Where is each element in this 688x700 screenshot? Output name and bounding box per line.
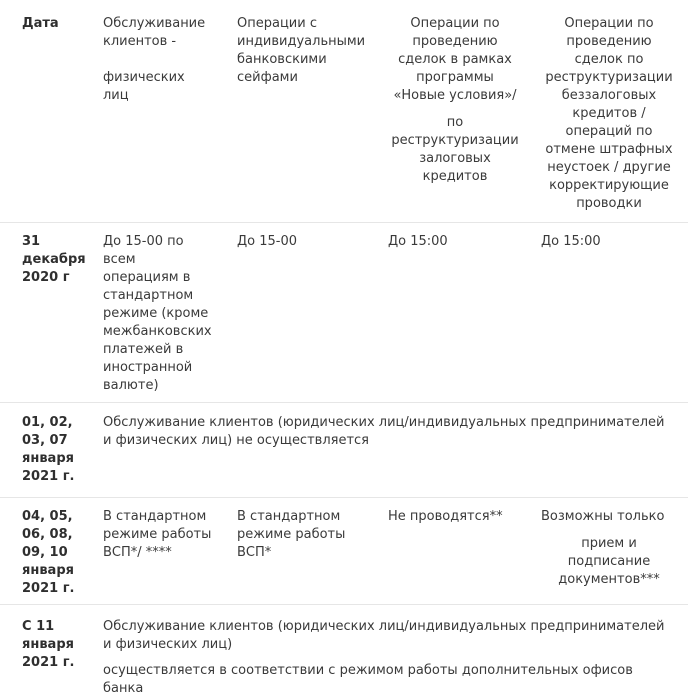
header-secured-restructuring: по реструктуризации залоговых кредитов xyxy=(391,115,519,184)
row4-merged-note-b: осуществляется в соответствии с режимом работы дополнительных офисов банка xyxy=(103,663,633,696)
header-individuals-service: Обслуживание клиентов - физических лиц xyxy=(103,16,206,103)
row3-safes: В стандартном режиме работы ВСП* xyxy=(237,509,346,560)
header-new-conditions-program: Операции по проведению сделок в рамках программы «Новые условия»/ xyxy=(393,16,517,103)
row-divider xyxy=(0,497,688,498)
row1-safes: До 15-00 xyxy=(237,234,298,249)
row3-unsecured-b: прием и подписание документов*** xyxy=(558,536,660,587)
row-divider xyxy=(0,222,688,223)
row3-new-conditions: Не проводятся** xyxy=(388,509,503,524)
header-safe-deposit-operations: Операции с индивидуальными банковскими сейфами xyxy=(237,16,366,85)
row1-new-conditions: До 15:00 xyxy=(388,234,448,249)
row-divider xyxy=(0,604,688,605)
row-date-jan-holidays: 01, 02, 03, 07 января 2021 г. xyxy=(22,415,75,484)
row3-individuals: В стандартном режиме работы ВСП*/ **** xyxy=(103,509,212,560)
row1-unsecured: До 15:00 xyxy=(541,234,601,249)
row-date-from-jan11: С 11 января 2021 г. xyxy=(22,619,75,670)
row3-unsecured-a: Возможны только xyxy=(541,509,665,524)
row4-merged-note-a: Обслуживание клиентов (юридических лиц/индивидуальных предпринимателей и физических лиц) xyxy=(103,619,665,652)
row-date-jan-working: 04, 05, 06, 08, 09, 10 января 2021 г. xyxy=(22,509,75,596)
row2-merged-note: Обслуживание клиентов (юридических лиц/индивидуальных предпринимателей и физических лиц) не осуществляется xyxy=(103,415,665,448)
row-divider xyxy=(0,402,688,403)
row1-individuals: До 15-00 по всем операциям в стандартном режиме (кроме межбанковских платежей в иностранной валюте) xyxy=(103,234,212,393)
header-date: Дата xyxy=(22,16,59,31)
row-date-dec31: 31 декабря 2020 г xyxy=(22,234,86,285)
header-unsecured-restructuring: Операции по проведению сделок по реструктуризации беззалоговых кредитов / операций по отмене штрафных неустоек / другие корректирующие проводки xyxy=(545,16,673,211)
